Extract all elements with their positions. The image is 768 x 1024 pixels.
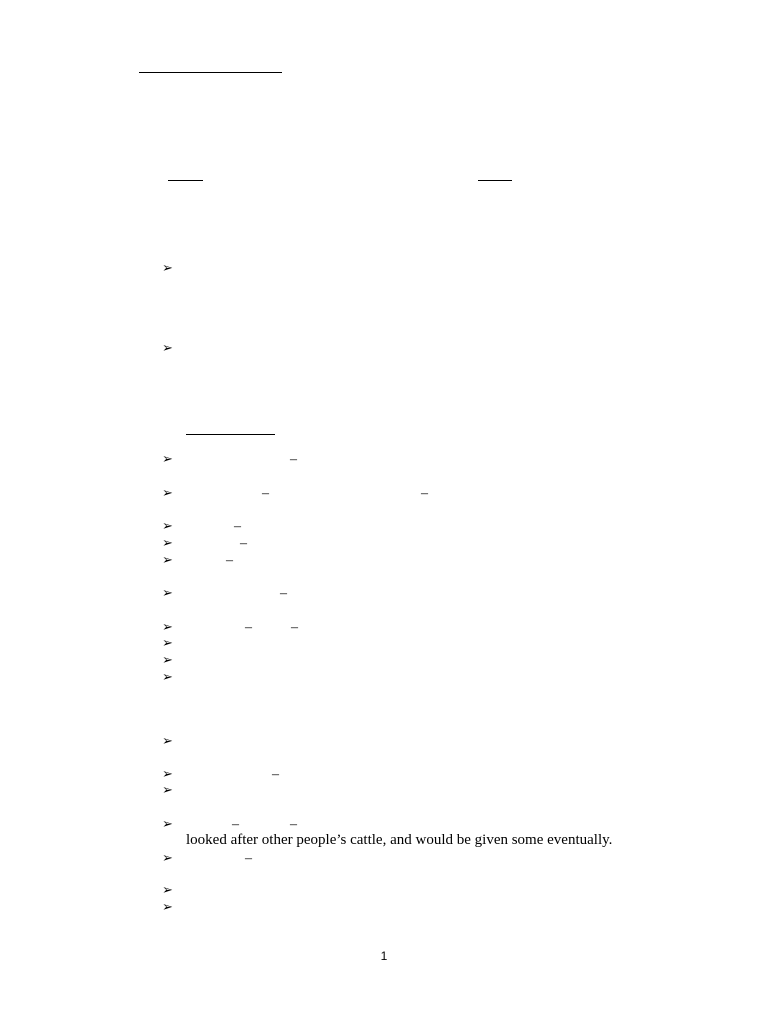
dash-separator: –	[291, 620, 298, 635]
bullet-arrow-icon: ➢	[162, 767, 173, 782]
dash-separator: –	[232, 817, 239, 832]
dash-separator: –	[421, 486, 428, 501]
dash-separator: –	[234, 519, 241, 534]
bullet-arrow-icon: ➢	[162, 670, 173, 685]
bullet-arrow-icon: ➢	[162, 900, 173, 915]
continuation-text: looked after other people’s cattle, and would be given some eventually.	[186, 832, 613, 848]
title-underline	[139, 72, 282, 73]
subheading-underline	[186, 434, 275, 435]
dash-separator: –	[280, 586, 287, 601]
bullet-arrow-icon: ➢	[162, 817, 173, 832]
column-heading-underline-left	[168, 180, 203, 181]
bullet-arrow-icon: ➢	[162, 536, 173, 551]
bullet-arrow-icon: ➢	[162, 341, 173, 356]
bullet-arrow-icon: ➢	[162, 452, 173, 467]
bullet-arrow-icon: ➢	[162, 653, 173, 668]
bullet-arrow-icon: ➢	[162, 783, 173, 798]
bullet-arrow-icon: ➢	[162, 261, 173, 276]
bullet-arrow-icon: ➢	[162, 620, 173, 635]
dash-separator: –	[290, 452, 297, 467]
bullet-arrow-icon: ➢	[162, 734, 173, 749]
bullet-arrow-icon: ➢	[162, 636, 173, 651]
page-number: 1	[380, 949, 388, 963]
dash-separator: –	[290, 817, 297, 832]
dash-separator: –	[240, 536, 247, 551]
dash-separator: –	[262, 486, 269, 501]
dash-separator: –	[245, 620, 252, 635]
bullet-arrow-icon: ➢	[162, 519, 173, 534]
bullet-arrow-icon: ➢	[162, 851, 173, 866]
bullet-arrow-icon: ➢	[162, 486, 173, 501]
bullet-arrow-icon: ➢	[162, 586, 173, 601]
dash-separator: –	[226, 553, 233, 568]
bullet-arrow-icon: ➢	[162, 553, 173, 568]
dash-separator: –	[245, 851, 252, 866]
bullet-arrow-icon: ➢	[162, 883, 173, 898]
dash-separator: –	[272, 767, 279, 782]
column-heading-underline-right	[478, 180, 512, 181]
